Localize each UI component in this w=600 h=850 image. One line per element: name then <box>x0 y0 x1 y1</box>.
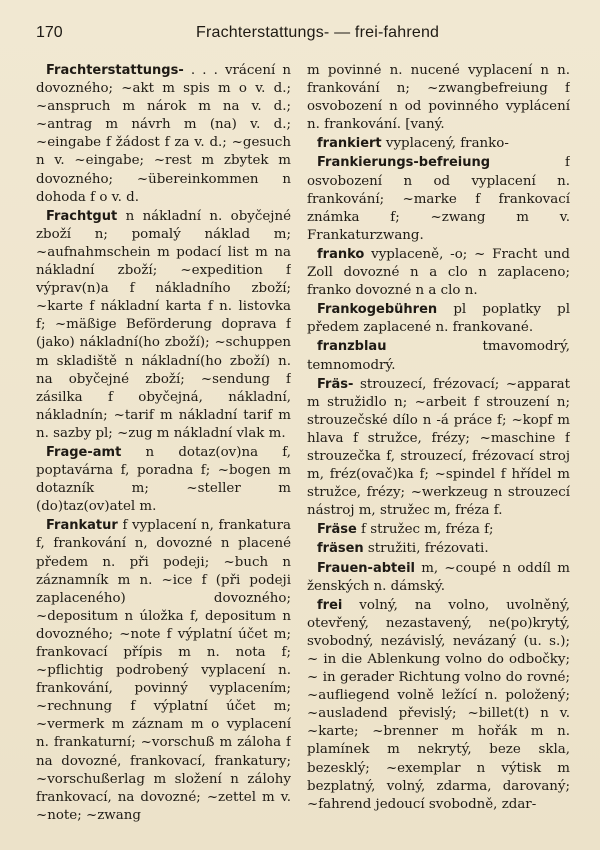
entry-headword: Fräse <box>317 522 357 538</box>
entry-headword: Frachtgut <box>46 208 118 224</box>
dictionary-entry <box>307 376 570 521</box>
entry-headword: Frage-amt <box>46 444 122 460</box>
dictionary-entry <box>307 560 570 596</box>
dictionary-entry <box>307 135 570 153</box>
entry-text: n dotaz(ov)na f, poptavárna f, poradna f; ~bogen m dotazník m; ~steller m (do)taz(ov)atel m. <box>36 444 291 515</box>
page-header <box>26 18 580 48</box>
entry-headword: Frachterstattungs- <box>46 63 184 78</box>
dictionary-entry <box>307 301 570 337</box>
dictionary-entry <box>36 517 291 825</box>
dictionary-entry <box>36 208 291 443</box>
right-column <box>307 62 570 850</box>
entry-headword: franko <box>317 246 365 262</box>
dictionary-entry <box>36 62 291 207</box>
entry-text: vyplaceně, -o; ~ Fracht und Zoll dovozné n a clo n zaplaceno; franko dovozné n a clo n. <box>307 246 570 299</box>
dictionary-entry <box>307 338 570 374</box>
entry-headword: fräsen <box>317 541 364 557</box>
dictionary-entry <box>307 246 570 300</box>
dictionary-entry <box>307 540 570 558</box>
dictionary-entry <box>307 154 570 244</box>
entry-text: strouzecí, frézovací; ~apparat m stružidlo n; ~arbeit f strouzení n; strouzečské dílo n -á práce f; ~kopf m hlava f stružce, frézy; ~maschine f strouzečka f, strouzecí, frézovací stroj m, fréz(ovač)ka f; ~spindel f hřídel m stružce, frézy; ~werkzeug n strouzecí nástroj m, stružec m, fréza f. <box>307 376 570 519</box>
entry-text: . . . vrácení n dovozného; ~akt m spis m o v. d.; ~anspruch m nárok m na v. d.; ~antrag m návrh m (na) v. d.; ~eingabe f žádost f za v. d.; ~gesuch n v. ~eingabe; ~rest m zbytek m dovozného; ~übereinkommen n dohoda f o v. d. <box>36 63 291 205</box>
entry-headword: Frankierungs-befreiung <box>317 155 491 171</box>
entry-text: stružiti, frézovati. <box>363 541 489 557</box>
entry-headword: Frankatur <box>46 518 118 534</box>
entry-text: volný, na volno, uvolněný, otevřený, nezastavený, ne(po)krytý, svobodný, nezávislý, nevázaný (u. s.); ~ in die Ablenkung volno do odbočky; ~ in gerader Richtung volno do rovné; ~aufliegend volně ležící n. položený; ~ausladend převislý; ~billet(t) n v. ~karte; ~brenner m hořák m n. plamínek m nekrytý, beze skla, bezesklý; ~exemplar n výtisk m bezplatný, volný, zdarma, darovaný; ~fahrend jedoucí svobodně, zdar- <box>307 597 570 812</box>
dictionary-entry <box>307 597 570 814</box>
entry-text: m, ~coupé n oddíl m ženských n. dámský. <box>307 560 570 594</box>
entry-headword: frei <box>317 597 343 613</box>
entry-headword: Frauen-abteil <box>317 560 415 576</box>
entry-text: vyplacený, franko- <box>381 136 509 152</box>
entry-headword: franzblau <box>317 339 387 355</box>
entry-text: f vyplacení n, frankatura f, frankování n, dovozné n placené předem n. při podeji; ~buch n záznamník m n. ~ice f (při podeji zaplaceného) dovozného; ~depositum n úložka f, depositum n dovozného; ~note f výplatní účet m; frankovací přípis m n. nota f; ~pflichtig podrobený vyplacení n. frankování, povinný vyplacením; ~rechnung f výplatní účet m; ~vermerk m záznam m o vyplacení n. frankaturní; ~vorschuß m záloha f na dovozné, frankovací, frankatury; ~vorschußerlag m složení n zálohy frankovací, na dovozné; ~zettel m v. ~note; ~zwang <box>36 518 291 823</box>
entry-headword: Fräs- <box>317 376 354 392</box>
running-head: Frachterstattungs- — frei-fahrend <box>196 24 440 41</box>
entry-text: f osvobození n od vyplacení n. frankování; ~marke f frankovací známka f; ~zwang m v. Frankaturzwang. <box>307 155 570 243</box>
entry-text: pl poplatky pl předem zaplacené n. frankované. <box>307 302 570 336</box>
dictionary-entry <box>307 62 570 134</box>
dictionary-entry <box>307 521 570 539</box>
entry-text: tmavomodrý, temnomodrý. <box>307 339 570 373</box>
left-column <box>36 62 291 850</box>
dictionary-entry <box>36 444 291 516</box>
entry-text: m povinné n. nucené vyplacení n n. frankování n; ~zwangbefreiung f osvobození n od povinného vyplácení n. frankování. [vaný. <box>307 63 570 133</box>
page-number: 170 <box>36 24 63 41</box>
entry-text: f stružec m, fréza f; <box>356 522 494 538</box>
entry-headword: frankiert <box>317 136 382 152</box>
entry-headword: Frankogebühren <box>317 302 438 318</box>
entry-text: n nákladní n. obyčejné zboží n; pomalý náklad m; ~aufnahmschein m podací list m na nákladní zboží; ~expedition f výprav(n)a f nákladního zboží; ~karte f nákladní karta f n. listovka f; ~mäßige Beförderung doprava f (jako) nákladní(ho zboží); ~schuppen m skladiště n nákladní(ho zboží) n. na obyčejné zboží; ~sendung f zásilka f obyčejná, nákladní, nákladnín; ~tarif m nákladní tarif m n. sazby pl; ~zug m nákladní vlak m. <box>36 208 291 441</box>
